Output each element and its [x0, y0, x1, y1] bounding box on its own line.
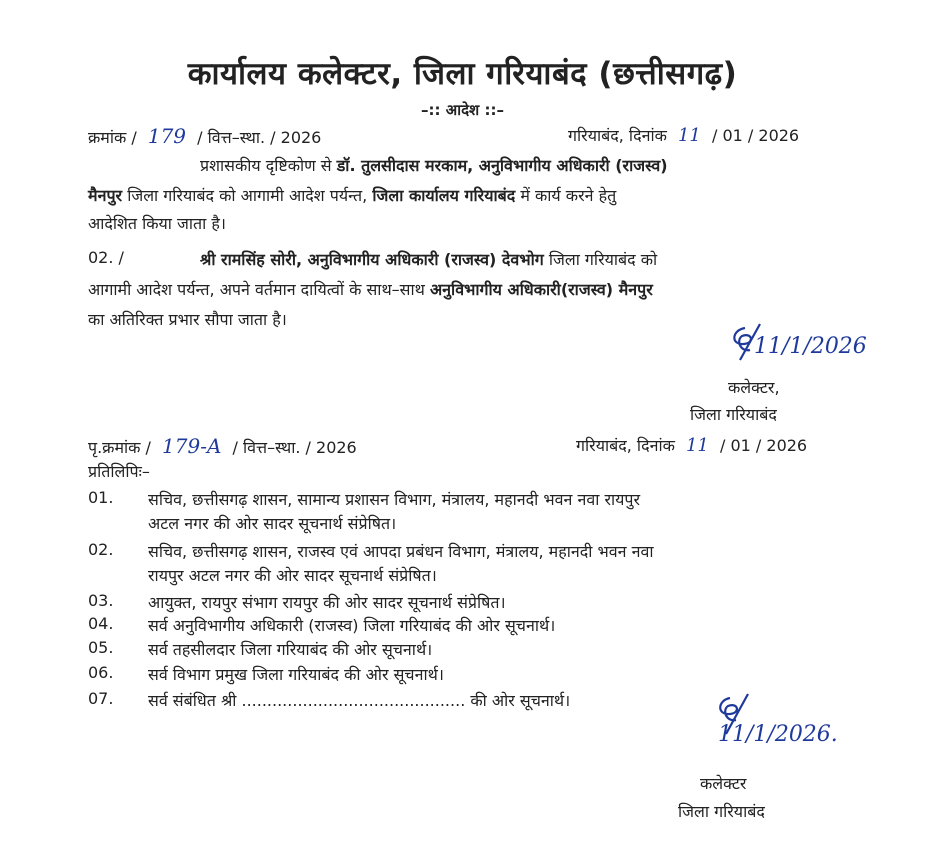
copy-item-num: 02. — [88, 540, 114, 559]
signature-1-date: 11/1/2026 — [754, 334, 867, 359]
order-day: 11 — [677, 125, 701, 146]
copy-item-num: 03. — [88, 591, 114, 610]
kramank-suffix: / वित्त–स्था. / 2026 — [197, 128, 322, 147]
para1-line3: आदेशित किया जाता है। — [88, 214, 226, 233]
copy-item-text: अटल नगर की ओर सादर सूचनार्थ संप्रेषित। — [148, 514, 397, 533]
copy-reference — [88, 434, 357, 458]
signature-1-district: जिला गरियाबंद — [690, 405, 777, 424]
order-title: –:: आदेश ::– — [421, 101, 504, 119]
para2-text2: आगामी आदेश पर्यन्त, अपने वर्तमान दायित्वों के साथ–साथ — [88, 280, 425, 299]
para1-office: जिला कार्यालय गरियाबंद — [372, 186, 516, 205]
copy-item-text: आयुक्त, रायपुर संभाग रायपुर की ओर सादर सूचनार्थ संप्रेषित। — [148, 593, 506, 612]
para2-text: जिला गरियाबंद को — [548, 250, 658, 269]
para1-place: मैनपुर — [88, 186, 123, 205]
para2-charge: अनुविभागीय अधिकारी(राजस्व) मैनपुर — [429, 280, 653, 299]
copy-prefix: पृ.क्रमांक / — [88, 438, 151, 457]
para2-line1 — [200, 248, 657, 270]
signature-2-date: 11/1/2026. — [718, 722, 838, 747]
order-date — [568, 124, 799, 146]
para2-officer-name: श्री रामसिंह सोरी, अनुविभागीय अधिकारी (राजस्व) देवभोग — [200, 250, 544, 269]
para1-officer-name: डॉ. तुलसीदास मरकाम, अनुविभागीय अधिकारी (राजस्व) — [336, 156, 668, 175]
copy-date — [576, 434, 807, 456]
copy-date-prefix: गरियाबंद, दिनांक — [576, 436, 675, 455]
copy-number: 179-A — [162, 434, 222, 458]
office-title: कार्यालय कलेक्टर, जिला गरियाबंद (छत्तीसगढ़) — [187, 56, 738, 92]
para2-line2 — [88, 278, 653, 300]
copy-item-num: 06. — [88, 663, 114, 682]
para1-text: प्रशासकीय दृष्टिकोण से — [200, 156, 332, 175]
para2-line3: का अतिरिक्त प्रभार सौपा जाता है। — [88, 310, 287, 329]
copy-item-text: सर्व अनुविभागीय अधिकारी (राजस्व) जिला गरियाबंद की ओर सूचनार्थ। — [148, 616, 556, 635]
copy-item-num: 04. — [88, 614, 114, 633]
copy-item-text: सचिव, छत्तीसगढ़ शासन, राजस्व एवं आपदा प्रबंधन विभाग, मंत्रालय, महानदी भवन नवा — [148, 542, 654, 561]
copy-suffix: / वित्त–स्था. / 2026 — [232, 438, 357, 457]
para1-line2 — [88, 184, 616, 206]
order-reference — [88, 124, 321, 148]
kramank-number: 179 — [147, 124, 187, 148]
kramank-prefix: क्रमांक / — [88, 128, 137, 147]
copy-item-text: सर्व विभाग प्रमुख जिला गरियाबंद की ओर सूचनार्थ। — [148, 665, 444, 684]
para2-number: 02. / — [88, 248, 124, 267]
pratilipi-label: प्रतिलिपिः– — [88, 462, 150, 481]
signature-2-district: जिला गरियाबंद — [678, 802, 765, 821]
copy-item-text: रायपुर अटल नगर की ओर सादर सूचनार्थ संप्रेषित। — [148, 566, 437, 585]
para1-text2: जिला गरियाबंद को आगामी आदेश पर्यन्त, — [127, 186, 368, 205]
copy-item-text: सचिव, छत्तीसगढ़ शासन, सामान्य प्रशासन विभाग, मंत्रालय, महानदी भवन नवा रायपुर — [148, 490, 641, 509]
copy-day: 11 — [685, 435, 709, 456]
signature-1-designation: कलेक्टर, — [728, 378, 780, 397]
signature-2-designation: कलेक्टर — [700, 774, 747, 793]
copy-item-text: सर्व संबंधित श्री ............................................ की ओर सूचनार्थ। — [148, 691, 571, 710]
place-date-prefix: गरियाबंद, दिनांक — [568, 126, 667, 145]
copy-item-num: 01. — [88, 488, 114, 507]
copy-month-year: / 01 / 2026 — [719, 436, 808, 455]
order-month-year: / 01 / 2026 — [711, 126, 800, 145]
para1-text3: में कार्य करने हेतु — [520, 186, 617, 205]
copy-item-num: 05. — [88, 638, 114, 657]
copy-item-text: सर्व तहसीलदार जिला गरियाबंद की ओर सूचनार्थ। — [148, 640, 433, 659]
copy-item-num: 07. — [88, 689, 114, 708]
para1-line1 — [200, 154, 668, 176]
